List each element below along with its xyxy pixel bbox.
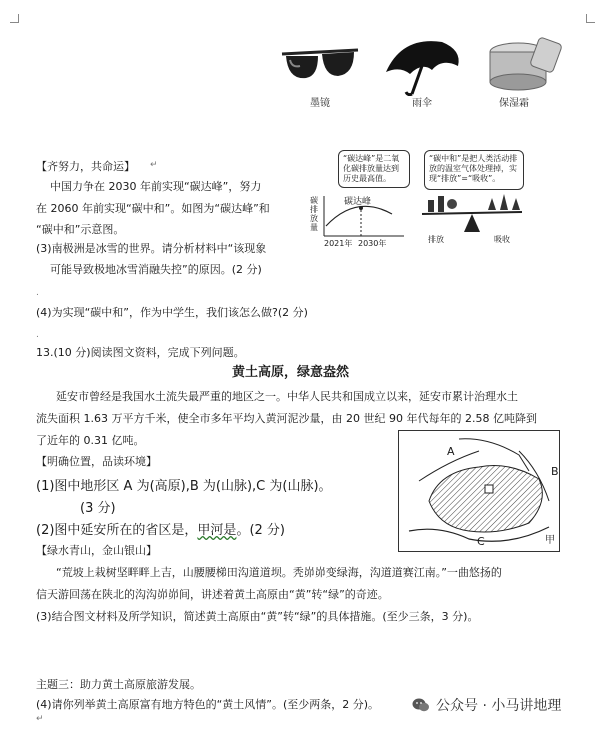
carbon-peak-y-label: 碳排放量 [310, 196, 318, 232]
paragraph-mark: . [36, 288, 39, 298]
carbon-para-line1: 中国力争在 2030 年前实现“碳达峰”，努力 [50, 180, 262, 193]
carbon-peak-tick-2030: 2030年 [358, 239, 387, 248]
section-heading-together: 【齐努力，共命运】 [36, 160, 135, 173]
wechat-icon [412, 697, 430, 713]
theme-3: 主题三：助力黄土高原旅游发展。 [36, 678, 201, 691]
paragraph-mark: . [36, 330, 39, 340]
cream-jar-icon [484, 36, 564, 96]
sub-question-2 [36, 522, 285, 540]
caption-umbrella: 雨伞 [412, 98, 432, 109]
crop-mark-top-right [586, 14, 595, 23]
subsection-green: 【绿水青山，金山银山】 [36, 544, 157, 557]
map-label-c: C [477, 535, 485, 548]
carbon-para-line2: 在 2060 年前实现“碳中和”。如图为“碳达峰”和 [36, 202, 270, 215]
article-line1: 延安市曾经是我国水土流失最严重的地区之一。中华人民共和国成立以来，延安市累计治理水土 [56, 390, 518, 403]
crop-mark-top-left [10, 14, 19, 23]
article-title: 黄土高原，绿意盎然 [232, 365, 350, 380]
poem-line1: “荒坡上栽树坚畔畔上吉，山腰腰梯田沟道道坝。秃峁峁变绿海，沟道道赛江南。”一曲悠扬的 [56, 566, 502, 579]
caption-cream: 保湿霜 [499, 98, 529, 109]
sub-question-2-suffix: 。(2 分) [236, 523, 285, 538]
sub-question-1-score: (3 分) [80, 501, 116, 516]
carbon-peak-label: 碳达峰 [344, 197, 372, 207]
carbon-neutral-figure [418, 150, 528, 250]
subsection-location: 【明确位置，品读环境】 [36, 455, 157, 468]
label-emission: 排放 [428, 235, 444, 244]
sub-question-2-prefix: (2)图中延安所在的省区是， [36, 523, 198, 538]
sub-question-2-wavy: 甲河是 [197, 523, 237, 538]
carbon-peak-bubble: “碳达峰”是二氧化碳排放量达到历史最高值。 [338, 150, 410, 188]
watermark-text: 公众号 · 小马讲地理 [436, 698, 562, 714]
question-3-line1: (3)南极洲是冰雪的世界。请分析材料中“该现象 [36, 242, 267, 255]
map-label-jia: 甲 [545, 535, 555, 546]
loess-plateau-map-drawing [399, 431, 559, 551]
sub-question-3: (3)结合图文材料及所学知识，简述黄土高原由“黄”转“绿”的具体措施。(至少三条，3 分)。 [36, 610, 479, 623]
carbon-neutral-bubble: “碳中和”是把人类活动排放的温室气体处理掉，实现“排放”=“吸收”。 [424, 150, 524, 190]
question-13: 13.(10 分)阅读图文资料，完成下列问题。 [36, 346, 245, 359]
poem-line2: 信天游回荡在陕北的沟沟峁峁间，讲述着黄土高原由“黄”转“绿”的奇迹。 [36, 588, 389, 601]
paragraph-mark: ↵ [36, 714, 44, 724]
map-label-a: A [447, 445, 455, 458]
carbon-para-line3: “碳中和”示意图。 [36, 223, 125, 236]
article-line3: 了近年的 0.31 亿吨。 [36, 434, 145, 447]
map-label-b: B [551, 465, 559, 478]
question-3-line2: 可能导致极地冰雪消融失控”的原因。(2 分) [50, 263, 262, 276]
paragraph-mark: ↵ [150, 160, 158, 170]
carbon-peak-tick-2021: 2021年 [324, 239, 353, 248]
question-4: (4)为实现“碳中和”，作为中学生，我们该怎么做?(2 分) [36, 306, 308, 319]
carbon-peak-figure [308, 150, 408, 250]
sunglasses-icon [280, 42, 360, 92]
wechat-watermark [412, 695, 561, 715]
sub-question-1: (1)图中地形区 A 为(高原),B 为(山脉),C 为(山脉)。 [36, 479, 332, 494]
umbrella-icon [382, 36, 462, 96]
loess-plateau-map [398, 430, 560, 552]
label-absorption: 吸收 [494, 235, 510, 244]
article-line2: 流失面积 1.63 万平方千米，使全市多年平均入黄河泥沙量，由 20 世纪 90 年代每年的 2.58 亿吨降到 [36, 412, 537, 425]
caption-sunglasses: 墨镜 [310, 98, 330, 109]
sub-question-4: (4)请你列举黄土高原富有地方特色的“黄土风情”。(至少两条，2 分)。 [36, 698, 380, 711]
